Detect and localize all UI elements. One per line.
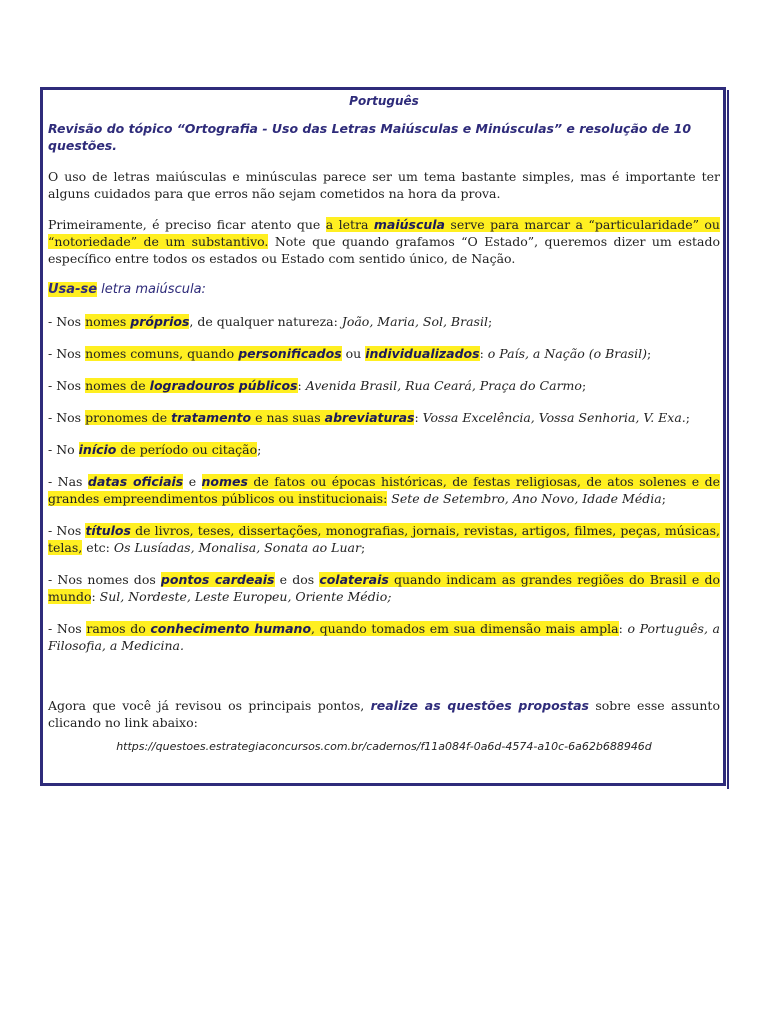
list-item: - Nos ramos do conhecimento humano, quando tomados em sua dimensão mais ampla: o Português, a Filosofia, a Medicina. [48, 621, 720, 653]
highlight: a letra maiúscula serve para marcar a “particularidade” ou “notoriedade” de um substantivo. [48, 217, 720, 249]
list-item: - No início de período ou citação; [48, 442, 262, 457]
questions-link[interactable]: https://questoes.estrategiaconcursos.com.br/cadernos/f11a084f-0a6d-4574-a10c-6a62b688946d [116, 740, 652, 753]
intro-paragraph: O uso de letras maiúsculas e minúsculas parece ser um tema bastante simples, mas é importante ter alguns cuidados para que erros não sejam cometidos na hora da prova. [48, 169, 720, 201]
list-item: - Nos nomes comuns, quando personificados ou individualizados: o País, a Nação (o Brasil); [48, 346, 652, 361]
list-item: - Nos nomes de logradouros públicos: Avenida Brasil, Rua Ceará, Praça do Carmo; [48, 378, 587, 393]
content-box [40, 87, 726, 786]
closing-paragraph: Agora que você já revisou os principais pontos, realize as questões propostas sobre esse assunto clicando no link abaixo: [48, 698, 720, 730]
list-item: - Nas datas oficiais e nomes de fatos ou épocas históricas, de festas religiosas, de atos solenes e de grandes empreendimentos públicos ou institucionais: Sete de Setembro, Ano Novo, Idade Média; [48, 474, 720, 506]
list-item: - Nos nomes próprios, de qualquer natureza: João, Maria, Sol, Brasil; [48, 314, 493, 329]
list-item: - Nos títulos de livros, teses, dissertações, monografias, jornais, revistas, artigos, filmes, peças, músicas, telas, etc: Os Lusíadas, Monalisa, Sonata ao Luar; [48, 523, 720, 555]
page-title: Português [349, 94, 419, 108]
paragraph-maiuscula: Primeiramente, é preciso ficar atento que a letra maiúscula serve para marcar a “particularidade” ou “notoriedade” de um substantivo. Note que quando grafamos “O Estado”, queremos dizer um estado específico entre todos os estados ou Estado com sentido único, de Nação. [48, 217, 721, 266]
section-heading: Usa-se letra maiúscula: [48, 282, 206, 297]
list-item: - Nos nomes dos pontos cardeais e dos colaterais quando indicam as grandes regiões do Brasil e do mundo: Sul, Nordeste, Leste Europeu, Oriente Médio; [48, 572, 721, 604]
list-item: - Nos pronomes de tratamento e nas suas abreviaturas: Vossa Excelência, Vossa Senhoria, V. Exa.; [48, 410, 690, 425]
subtitle: Revisão do tópico “Ortografia - Uso das Letras Maiúsculas e Minúsculas” e resolução de 10 questões. [48, 121, 692, 153]
